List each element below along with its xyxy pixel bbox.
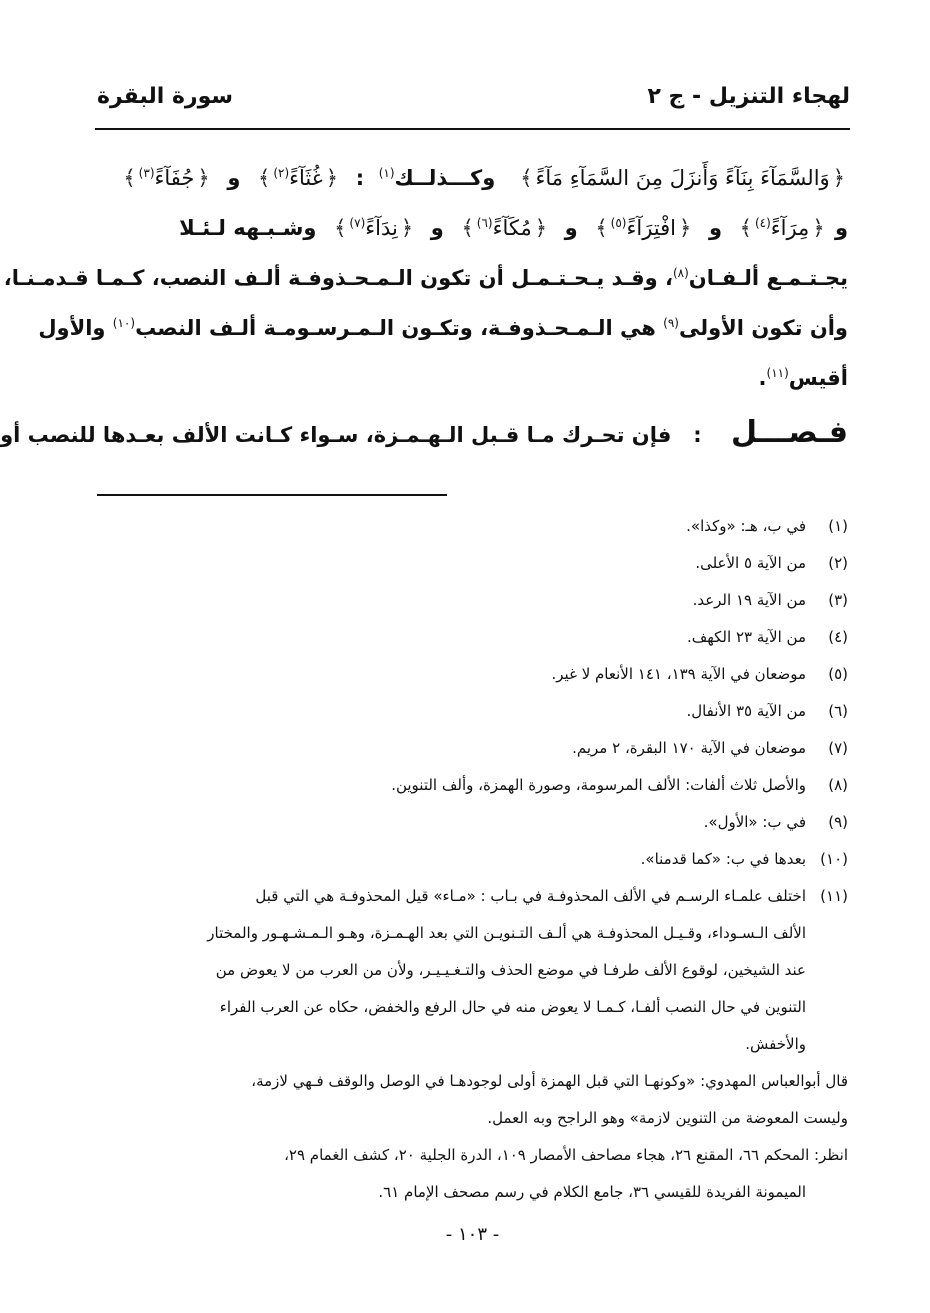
footnote-ref: (٨) bbox=[672, 266, 689, 280]
main-words: وأن تكون الأولى bbox=[678, 316, 848, 340]
footnote-number: (٣) bbox=[828, 591, 848, 609]
footnote-ref: (٤) bbox=[754, 216, 771, 230]
footnote bbox=[97, 545, 848, 582]
quran-bracket-icon: ﴿ bbox=[400, 216, 414, 240]
quran-bracket-icon: ﴾ bbox=[520, 166, 533, 190]
main-word: وكـــذلــك bbox=[394, 166, 496, 190]
section-heading: فـصـــل bbox=[731, 415, 848, 450]
quran-verse: وَالسَّمَآءَ بِنَآءً وَأَنزَلَ مِنَ السَّمَآءِ مَآءً bbox=[535, 166, 830, 190]
punctuation: : bbox=[355, 166, 365, 190]
footnote-number: (٨) bbox=[828, 776, 848, 794]
main-line-4 bbox=[38, 298, 848, 348]
footnote-line: الألف الـسـوداء، وقـيـل المحذوفـة هي ألـف التـنويـن التي بعد الهـمـزة، وهـو الـمـشـهـور والمختار bbox=[207, 924, 806, 942]
conjunction: و bbox=[227, 166, 241, 190]
footnote-number: (٢) bbox=[828, 554, 848, 572]
quran-word: نِدَآءً bbox=[365, 216, 398, 240]
main-words: هي الـمـحـذوفـة، وتكـون الـمـرسـومـة ألـف النصب bbox=[135, 316, 664, 340]
footnote-text: في ب، هـ: «وكذا». bbox=[686, 517, 806, 535]
footnote-ref: (١٠) bbox=[112, 316, 136, 330]
footnote bbox=[97, 841, 848, 878]
footnote bbox=[97, 508, 848, 545]
conjunction: و bbox=[834, 216, 848, 240]
footnote-line: التنوين في حال النصب ألفـا، كـمـا لا يعوض منه في حال الرفع والخفض، حكاه عن العرب الفراء bbox=[219, 998, 806, 1016]
footnote-text: من الآية ٢٣ الكهف. bbox=[686, 628, 806, 646]
punctuation: : bbox=[693, 423, 702, 447]
conjunction: و bbox=[564, 216, 578, 240]
footnote-ref: (٧) bbox=[349, 216, 366, 230]
quran-bracket-icon: ﴿ bbox=[197, 166, 210, 190]
footnote-number: (٥) bbox=[828, 665, 848, 683]
footnote-text: من الآية ٥ الأعلى. bbox=[695, 554, 806, 572]
quran-bracket-icon: ﴾ bbox=[461, 216, 474, 240]
running-header-surah-title: سورة البقرة bbox=[97, 84, 234, 109]
footnote-line: قال أبوالعباس المهدوي: «وكونهـا التي قبل الهمزة أولى لوجودهـا في الوصل والوقف فـهي لازمة، bbox=[251, 1072, 848, 1090]
footnote-divider bbox=[97, 494, 447, 496]
quran-bracket-icon: ﴾ bbox=[595, 216, 608, 240]
footnote-line: الميمونة الفريدة للقيسي ٣٦، جامع الكلام في رسم مصحف الإمام ٦١. bbox=[378, 1183, 806, 1201]
quran-bracket-icon: ﴾ bbox=[739, 216, 752, 240]
main-text bbox=[3, 148, 848, 398]
main-line-1 bbox=[97, 148, 848, 198]
footnote-text: والأصل ثلاث ألفات: الألف المرسومة، وصورة الهمزة، وألف التنوين. bbox=[391, 776, 806, 794]
footnote-line: والأخفش. bbox=[745, 1035, 806, 1053]
quran-word: مُكَآءً bbox=[492, 216, 532, 240]
footnote bbox=[97, 730, 848, 767]
punctuation: . bbox=[758, 366, 767, 390]
footnote-ref: (٣) bbox=[138, 166, 155, 180]
main-line-5 bbox=[97, 348, 848, 398]
quran-bracket-icon: ﴾ bbox=[123, 166, 136, 190]
conjunction: و bbox=[430, 216, 444, 240]
footnote bbox=[97, 767, 848, 804]
footnote bbox=[97, 656, 848, 693]
main-words: أقيس bbox=[788, 366, 848, 390]
quran-word: افْتِرَآءً bbox=[626, 216, 676, 240]
main-line-3 bbox=[3, 248, 848, 298]
footnote-text: موضعان في الآية ١٧٠ البقرة، ٢ مريم. bbox=[572, 739, 806, 757]
footnote bbox=[97, 582, 848, 619]
footnote-number: (٩) bbox=[828, 813, 848, 831]
quran-bracket-icon: ﴿ bbox=[832, 166, 845, 190]
footnote-body-continued bbox=[97, 1063, 848, 1211]
page-number: - ١٠٣ - bbox=[445, 1224, 500, 1245]
footnote-ref: (١) bbox=[378, 166, 395, 180]
footnote-text: من الآية ١٩ الرعد. bbox=[692, 591, 806, 609]
quran-bracket-icon: ﴿ bbox=[534, 216, 548, 240]
quran-word: مِرَآءً bbox=[770, 216, 810, 240]
footnote-line: انظر: المحكم ٦٦، المقنع ٢٦، هجاء مصاحف الأمصار ١٠٩، الدرة الجلية ٢٠، كشف الغمام ٢٩، bbox=[284, 1146, 848, 1164]
footnote-ref: (٦) bbox=[476, 216, 493, 230]
main-words: وشـبـهه لـئـلا bbox=[179, 216, 317, 240]
footnote-line: وليست المعوضة من التنوين لازمة» وهو الراجح وبه العمل. bbox=[487, 1109, 848, 1127]
footnote-number: (١١) bbox=[820, 887, 848, 905]
footnote-ref: (٥) bbox=[610, 216, 627, 230]
footnote-number: (٧) bbox=[828, 739, 848, 757]
main-words: يجـتـمـع ألـفـان bbox=[688, 266, 848, 290]
section-text: فإن تحـرك مـا قـبل الـهـمـزة، سـواء كـانت الألف بعـدها للنصب أو bbox=[0, 423, 672, 447]
footnote-ref: (١١) bbox=[766, 366, 789, 380]
footnotes bbox=[97, 508, 848, 1211]
quran-word: جُفَآءً bbox=[154, 166, 195, 190]
quran-bracket-icon: ﴿ bbox=[679, 216, 692, 240]
footnote-number: (١) bbox=[828, 517, 848, 535]
header-divider bbox=[95, 128, 850, 130]
footnote bbox=[97, 878, 848, 1211]
main-words: ، وقـد يـحـتـمـل أن تكون الـمـحـذوفـة ألـف النصب، كـمـا قـدمـنـا، bbox=[3, 266, 673, 290]
main-line-2 bbox=[97, 198, 848, 248]
quran-word: غُثَآءً bbox=[289, 166, 323, 190]
footnote-ref: (٩) bbox=[663, 316, 679, 330]
running-header-book-title: لهجاء التنزيل - ج ٢ bbox=[647, 84, 850, 109]
footnote-ref: (٢) bbox=[273, 166, 290, 180]
conjunction: و bbox=[708, 216, 722, 240]
footnote-number: (٤) bbox=[828, 628, 848, 646]
quran-bracket-icon: ﴾ bbox=[258, 166, 271, 190]
footnote-text: بعدها في ب: «كما قدمنا». bbox=[640, 850, 806, 868]
footnote-line: اختلف علمـاء الرسـم في الألف المحذوفـة في بـاب : «مـاء» قيل المحذوفـة هي التي قبل bbox=[255, 887, 806, 905]
footnote-text: من الآية ٣٥ الأنفال. bbox=[686, 702, 806, 720]
footnote bbox=[97, 804, 848, 841]
footnote-body bbox=[97, 878, 848, 1063]
quran-bracket-icon: ﴾ bbox=[334, 216, 347, 240]
footnote-line: عند الشيخين، لوقوع الألف طرفـا في موضع الحذف والتـغـيـيـر، ولأن من العرب من لا يعوض من bbox=[215, 961, 806, 979]
footnote bbox=[97, 693, 848, 730]
main-words: والأول bbox=[38, 316, 113, 340]
quran-bracket-icon: ﴿ bbox=[325, 166, 339, 190]
footnote-text: موضعان في الآية ١٣٩، ١٤١ الأنعام لا غير. bbox=[551, 665, 806, 683]
footnote bbox=[97, 619, 848, 656]
quran-bracket-icon: ﴿ bbox=[812, 216, 825, 240]
footnote-number: (١٠) bbox=[820, 850, 848, 868]
section-line bbox=[0, 408, 848, 458]
footnote-number: (٦) bbox=[828, 702, 848, 720]
footnote-text: في ب: «الأول». bbox=[703, 813, 806, 831]
